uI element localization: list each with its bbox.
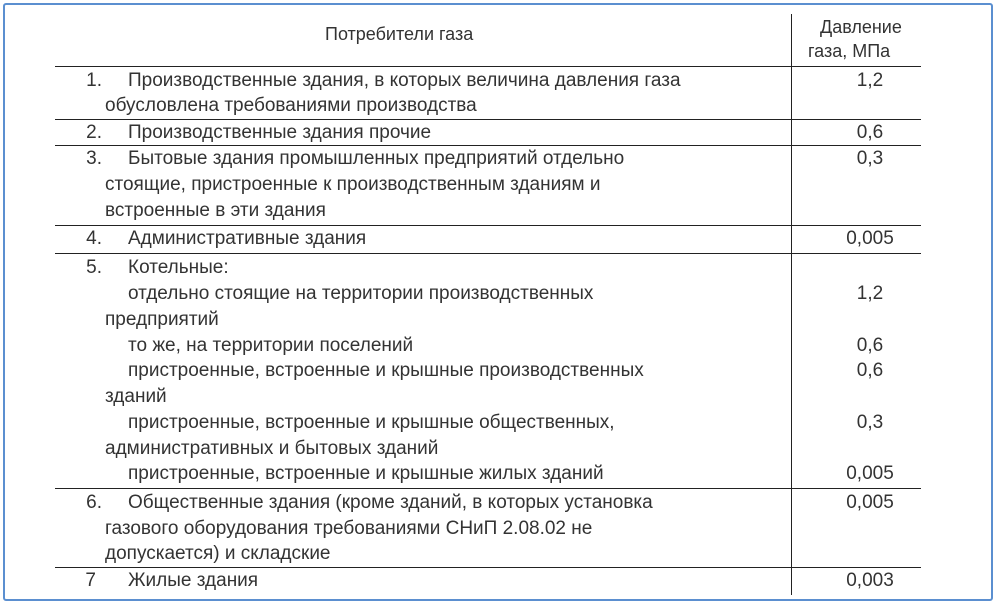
pressure-value: 0,3 [856, 148, 884, 169]
header-pressure: Давление [820, 17, 902, 37]
pressure-value: 0,005 [846, 492, 894, 513]
subitem-text: зданий [105, 386, 167, 407]
subitem-text: административных и бытовых зданий [105, 438, 439, 459]
row-text: Производственные здания прочие [128, 122, 432, 143]
row-text: Котельные: [128, 257, 229, 278]
row-divider [55, 488, 921, 489]
pressure-value: 0,6 [856, 122, 884, 143]
pressure-value: 0,005 [846, 228, 894, 249]
row-number: 3. [86, 148, 102, 169]
subitem-text: предприятий [105, 309, 219, 330]
row-text: допускается) и складские [105, 543, 331, 564]
pressure-value: 0,003 [846, 570, 894, 591]
row-text: Жилые здания [128, 570, 259, 591]
column-divider [791, 14, 792, 595]
row-text: газового оборудования требованиями СНиП 2.08.02 не [105, 518, 593, 539]
row-divider [55, 66, 921, 67]
row-text: Производственные здания, в которых величина давления газа [128, 70, 681, 91]
header-pressure-unit: газа, МПа [808, 41, 891, 61]
subitem-text: отдельно стоящие на территории производственных [128, 283, 594, 304]
pressure-value: 1,2 [856, 283, 884, 304]
pressure-value: 0,005 [846, 463, 894, 484]
row-text: Общественные здания (кроме зданий, в которых установка [128, 492, 653, 513]
subitem-text: то же, на территории поселений [128, 335, 414, 356]
row-number: 6. [86, 492, 102, 513]
row-text: Административные здания [128, 228, 367, 249]
row-number: 1. [86, 70, 102, 91]
row-text: стоящие, пристроенные к производственным зданиям и [105, 174, 601, 195]
row-text: встроенные в эти здания [105, 200, 326, 221]
pressure-value: 0,6 [856, 360, 884, 381]
pressure-value: 0,6 [856, 335, 884, 356]
row-number: 5. [86, 257, 102, 278]
pressure-value: 1,2 [856, 70, 884, 91]
row-text: Бытовые здания промышленных предприятий отдельно [128, 148, 625, 169]
subitem-text: пристроенные, встроенные и крышные производственных [128, 360, 644, 381]
subitem-text: пристроенные, встроенные и крышные жилых зданий [128, 463, 604, 484]
subitem-text: пристроенные, встроенные и крышные общественных, [128, 412, 615, 433]
pressure-value: 0,3 [856, 412, 884, 433]
row-number: 4. [86, 228, 102, 249]
row-number: 7 [85, 570, 96, 591]
row-number: 2. [86, 122, 102, 143]
row-divider [55, 253, 921, 254]
row-text: обусловлена требованиями производства [105, 95, 477, 116]
header-consumers: Потребители газа [325, 24, 474, 44]
